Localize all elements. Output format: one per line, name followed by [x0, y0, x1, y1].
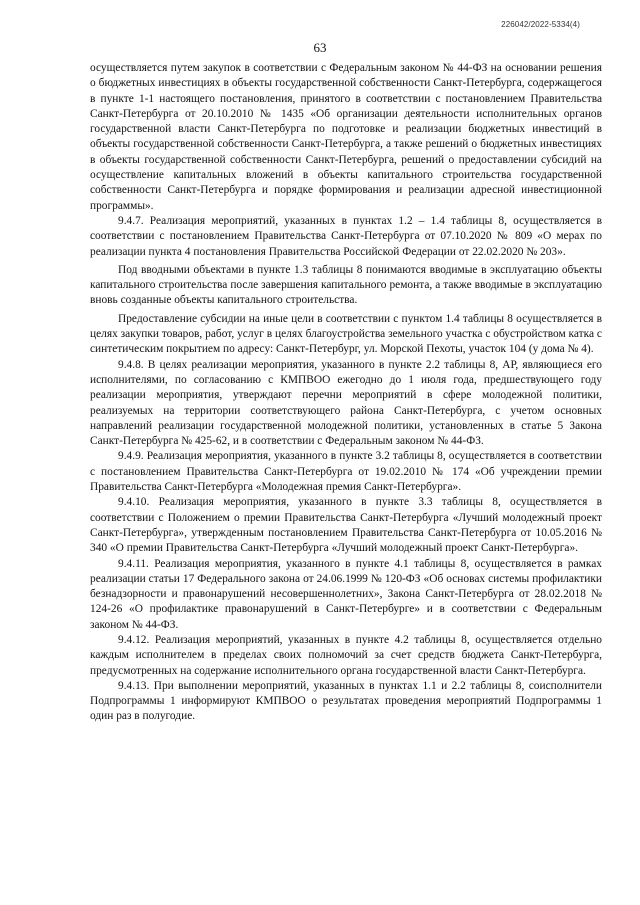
paragraph-9-4-13: 9.4.13. При выполнении мероприятий, указанных в пунктах 1.1 и 2.2 таблицы 8, соисполнители Подпрограммы 1 информируют КМПВОО о результатах проведения мероприятий Подпрограммы 1 один раз в полугодие. [90, 679, 602, 723]
document-body [90, 61, 602, 725]
paragraph-input-objects: Под вводными объектами в пункте 1.3 таблицы 8 понимаются вводимые в эксплуатацию объекты капитального строительства после завершения капитального ремонта, а также вводимые в эксплуатацию вновь созданные объекты капитального строительства. [90, 263, 602, 307]
paragraph-9-4-12: 9.4.12. Реализация мероприятий, указанных в пункте 4.2 таблицы 8, осуществляется отдельно каждым исполнителем в пределах своих полномочий за счет средств бюджета Санкт-Петербурга, предусмотренных на содержание исполнительного органа государственной власти Санкт-Петербурга. [90, 633, 602, 677]
paragraph-9-4-9: 9.4.9. Реализация мероприятия, указанного в пункте 3.2 таблицы 8, осуществляется в соответствии с постановлением Правительства Санкт-Петербурга от 19.02.2010 № 174 «Об учреждении премии Правительства Санкт-Петербурга «Молодежная премия Санкт-Петербурга». [90, 450, 602, 494]
paragraph-9-4-11: 9.4.11. Реализация мероприятия, указанного в пункте 4.1 таблицы 8, осуществляется в рамках реализации статьи 17 Федерального закона от 24.06.1999 № 120-ФЗ «Об основах системы профилактики безнадзорности и правонарушений несовершеннолетних», Закона Санкт-Петербурга от 28.02.2018 № 124-26 «О профилактике правонарушений в Санкт-Петербурге» и в соответствии с Федеральным законом № 44-ФЗ. [90, 557, 602, 631]
page-number: 63 [313, 40, 327, 55]
paragraph-subsidy: Предоставление субсидии на иные цели в соответствии с пунктом 1.4 таблицы 8 осуществляется в целях закупки товаров, работ, услуг в целях благоустройства земельного участка с обустройством катка с синтетическим покрытием по адресу: Санкт-Петербург, ул. Морской Пехоты, участок 104 (у дома № 4). [90, 312, 602, 356]
paragraph-9-4-10: 9.4.10. Реализация мероприятия, указанного в пункте 3.3 таблицы 8, осуществляется в соответствии с Положением о премии Правительства Санкт-Петербурга «Лучший молодежный проект Санкт-Петербурга», утвержденным постановлением Правительства Санкт-Петербурга от 10.05.2016 № 340 «О премии Правительства Санкт-Петербурга «Лучший молодежный проект Санкт-Петербурга». [90, 496, 602, 555]
paragraph-9-4-7: 9.4.7. Реализация мероприятий, указанных в пунктах 1.2 – 1.4 таблицы 8, осуществляется в соответствии с постановлением Правительства Санкт-Петербурга от 07.10.2020 № 809 «О мерах по реализации пункта 4 постановления Правительства Российской Федерации от 22.02.2020 № 203». [90, 214, 602, 258]
paragraph-9-4-8: 9.4.8. В целях реализации мероприятия, указанного в пункте 2.2 таблицы 8, АР, являющиеся его исполнителями, по согласованию с КМПВОО ежегодно до 1 июля года, предшествующего году реализации мероприятия, утверждают перечни мероприятий в сфере молодежной политики, реализуемых на территории соответствующего района Санкт-Петербурга, с учетом основных направлений реализации государственной молодежной политики, установленных в статье 5 Закона Санкт-Петербурга № 425-62, и в соответствии с Федеральным законом № 44-ФЗ. [90, 358, 602, 448]
document-registration-code: 226042/2022-5334(4) [501, 20, 580, 29]
paragraph-continuation: осуществляется путем закупок в соответствии с Федеральным законом № 44-ФЗ на основании решения о бюджетных инвестициях в объекты государственной собственности Санкт-Петербурга, содержащегося в пункте 1-1 настоящего постановления, принятого в соответствии с постановлением Правительства Санкт-Петербурга от 20.10.2010 № 1435 «Об организации деятельности исполнительных органов государственной власти Санкт-Петербурга по подготовке и реализации бюджетных инвестиций в объекты государственной собственности Санкт-Петербурга, а также решений о бюджетных инвестициях в объекты государственной собственности Санкт-Петербурга, решений о предоставлении субсидий на осуществление капитальных вложений в объекты капитального строительства государственной собственности Санкт-Петербурга и порядке формирования и реализации адресной инвестиционной программы». [90, 62, 602, 212]
